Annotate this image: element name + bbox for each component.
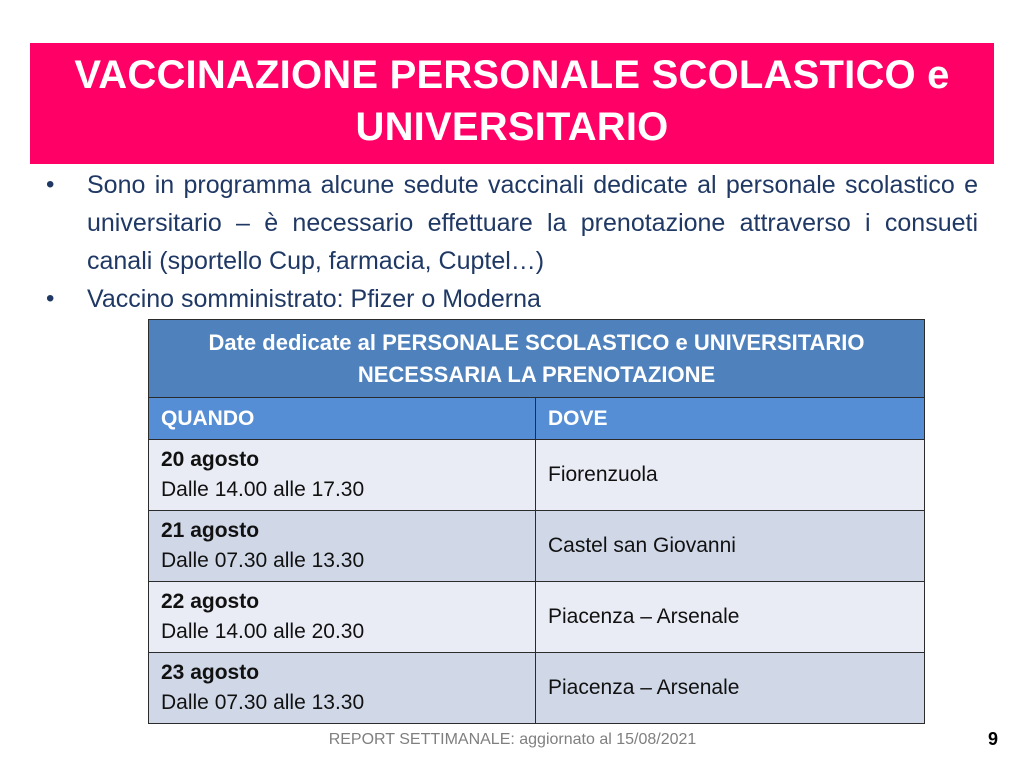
bullet-list — [46, 166, 978, 318]
table-header-row — [149, 398, 925, 440]
table-row — [149, 582, 925, 653]
table-title-line1: Date dedicate al PERSONALE SCOLASTICO e UNIVERSITARIO — [208, 329, 865, 355]
where-cell: Fiorenzuola — [536, 440, 925, 511]
column-header-dove: DOVE — [536, 398, 925, 440]
when-cell — [149, 440, 536, 511]
time-range: Dalle 07.30 alle 13.30 — [161, 549, 365, 572]
where-cell: Castel san Giovanni — [536, 511, 925, 582]
bullet-item — [46, 280, 978, 318]
date: 21 agosto — [161, 519, 260, 542]
table-row — [149, 653, 925, 724]
table-title-line2: NECESSARIA LA PRENOTAZIONE — [357, 361, 716, 387]
table-row — [149, 440, 925, 511]
time-range: Dalle 14.00 alle 17.30 — [161, 478, 365, 501]
bullet-text: Vaccino somministrato: Pfizer o Moderna — [87, 285, 541, 313]
date: 20 agosto — [161, 448, 260, 471]
when-cell — [149, 582, 536, 653]
title-banner — [30, 43, 994, 164]
page-number: 9 — [987, 729, 998, 749]
where-cell: Piacenza – Arsenale — [536, 582, 925, 653]
bullet-dot-icon: • — [46, 171, 55, 198]
footer-report-text: REPORT SETTIMANALE: aggiornato al 15/08/2021 — [328, 731, 697, 748]
bullet-dot-icon: • — [46, 285, 55, 312]
bullet-item — [46, 166, 978, 280]
bullet-text: Sono in programma alcune sedute vaccinali dedicate al personale scolastico e universitario – è necessario effettuare la prenotazione attraverso i consueti canali (sportello Cup, farmacia, Cuptel…) — [87, 171, 978, 275]
column-header-quando: QUANDO — [149, 398, 536, 440]
when-cell — [149, 511, 536, 582]
when-cell — [149, 653, 536, 724]
schedule-table — [148, 319, 925, 724]
where-cell: Piacenza – Arsenale — [536, 653, 925, 724]
date: 22 agosto — [161, 590, 260, 613]
date: 23 agosto — [161, 661, 260, 684]
table-row — [149, 511, 925, 582]
time-range: Dalle 07.30 alle 13.30 — [161, 691, 365, 714]
table-title — [149, 320, 925, 398]
time-range: Dalle 14.00 alle 20.30 — [161, 620, 365, 643]
slide-title: VACCINAZIONE PERSONALE SCOLASTICO e UNIVERSITARIO — [74, 53, 950, 149]
